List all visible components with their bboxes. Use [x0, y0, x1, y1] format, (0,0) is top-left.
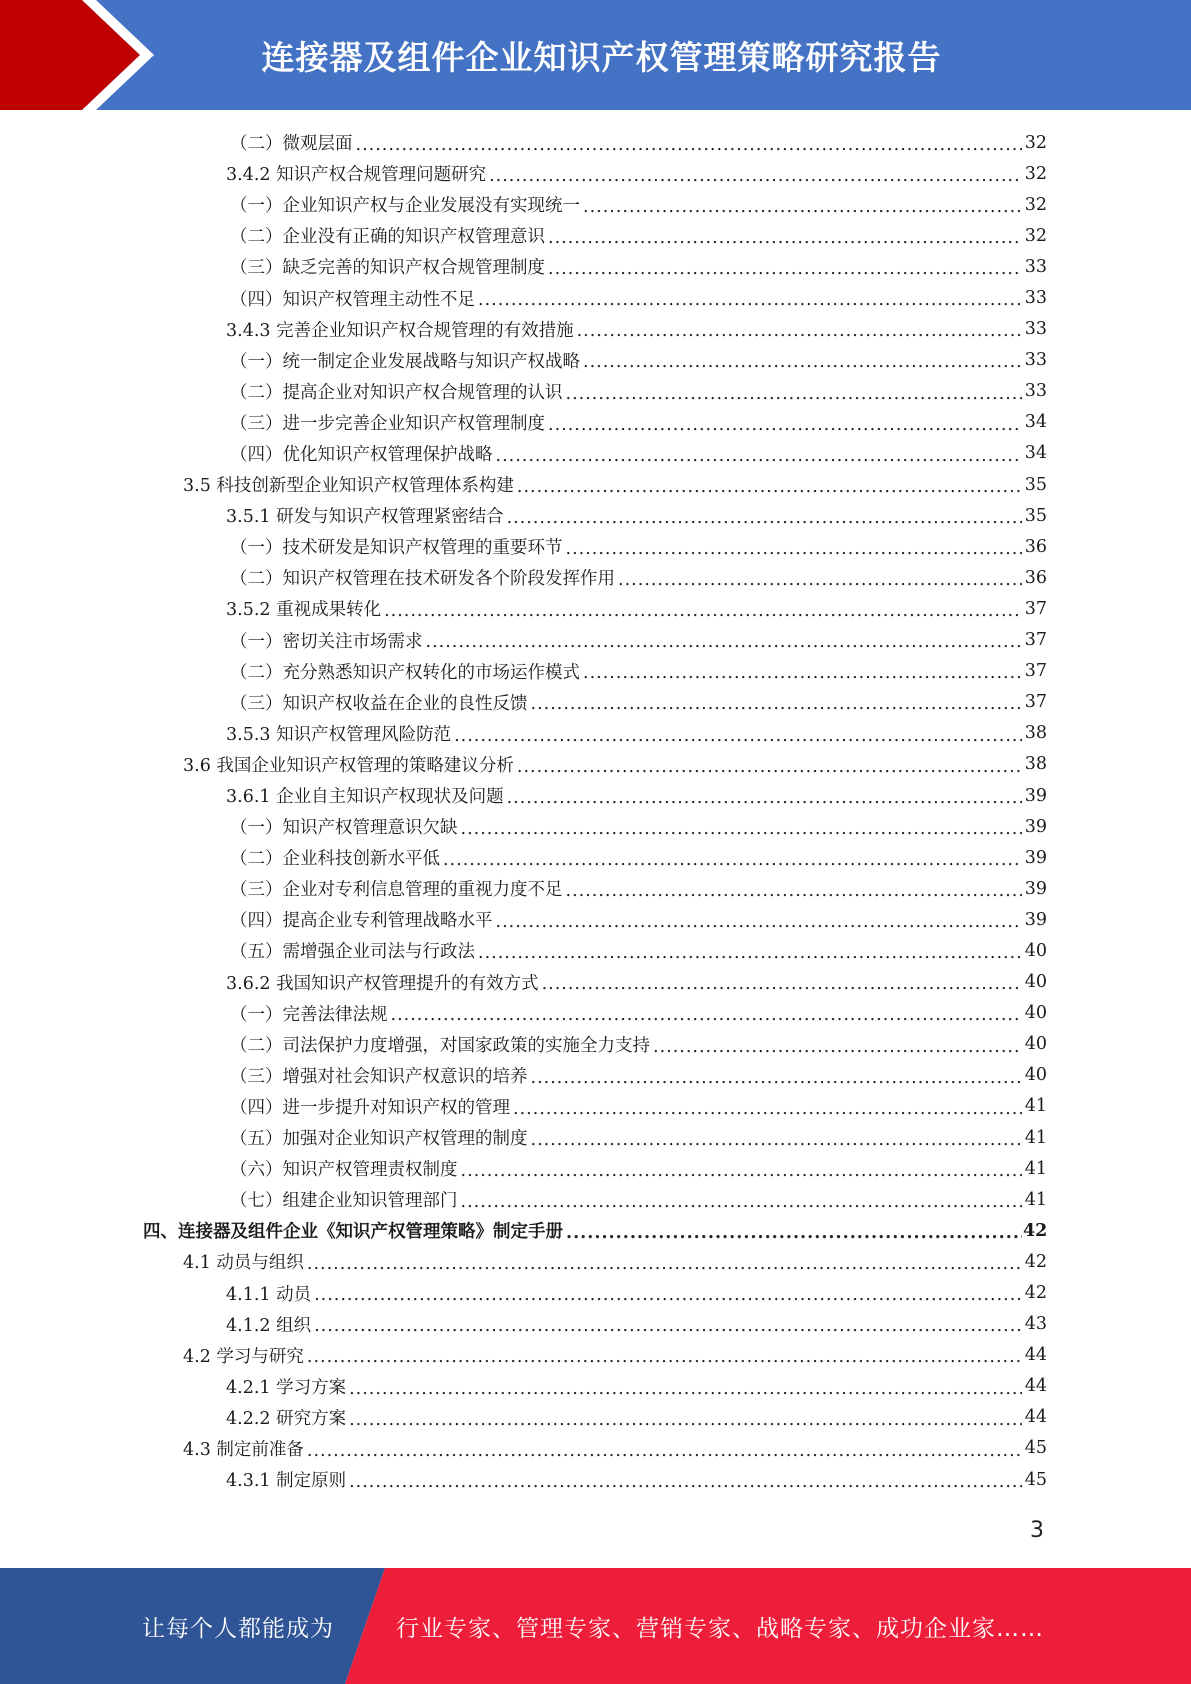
- toc-dot-leader: [566, 1225, 1022, 1243]
- toc-entry-label: （三）知识产权收益在企业的良性反馈: [230, 693, 528, 714]
- toc-entry-label: （二）知识产权管理在技术研发各个阶段发挥作用: [230, 569, 615, 590]
- toc-entry-label: （四）进一步提升对知识产权的管理: [230, 1097, 510, 1118]
- toc-entry[interactable]: [226, 500, 1047, 531]
- toc-entry-page: 40: [1024, 1003, 1047, 1024]
- toc-entry[interactable]: [230, 1091, 1047, 1122]
- toc-dot-leader: [443, 852, 1022, 870]
- toc-entry-label: 3.6 我国企业知识产权管理的策略建议分析: [183, 755, 514, 776]
- toc-entry[interactable]: [230, 282, 1047, 313]
- toc-entry-page: 37: [1024, 598, 1047, 619]
- toc-entry-page: 45: [1024, 1438, 1047, 1459]
- toc-dot-leader: [531, 1132, 1023, 1150]
- toc-dot-leader: [566, 541, 1023, 559]
- toc-entry-page: 34: [1024, 412, 1047, 433]
- toc-dot-leader: [507, 790, 1022, 808]
- toc-entry-label: 4.1.1 动员: [226, 1284, 312, 1305]
- toc-entry[interactable]: [230, 998, 1047, 1029]
- toc-entry-label: 4.1 动员与组织: [183, 1253, 304, 1274]
- toc-dot-leader: [548, 417, 1022, 435]
- toc-entry[interactable]: [230, 687, 1047, 718]
- toc-dot-leader: [349, 1474, 1022, 1492]
- toc-entry-label: 3.5 科技创新型企业知识产权管理体系构建: [183, 476, 514, 497]
- toc-entry-page: 39: [1024, 847, 1047, 868]
- toc-entry[interactable]: [230, 189, 1047, 220]
- toc-entry-page: 41: [1024, 1096, 1047, 1117]
- toc-entry[interactable]: [230, 345, 1047, 376]
- toc-entry[interactable]: [230, 811, 1047, 842]
- toc-dot-leader: [583, 199, 1022, 217]
- toc-dot-leader: [583, 665, 1022, 683]
- toc-entry-label: 3.5.2 重视成果转化: [226, 600, 382, 621]
- toc-entry[interactable]: [230, 1060, 1047, 1091]
- toc-entry-label: 3.6.2 我国知识产权管理提升的有效方式: [226, 973, 539, 994]
- toc-entry-label: （三）缺乏完善的知识产权合规管理制度: [230, 258, 545, 279]
- toc-entry-label: （二）企业没有正确的知识产权管理意识: [230, 227, 545, 248]
- toc-entry[interactable]: [230, 1122, 1047, 1153]
- toc-dot-leader: [583, 354, 1022, 372]
- toc-entry[interactable]: [226, 780, 1047, 811]
- toc-dot-leader: [478, 292, 1022, 310]
- toc-entry-label: 4.3 制定前准备: [183, 1439, 304, 1460]
- toc-entry-page: 41: [1024, 1158, 1047, 1179]
- toc-dot-leader: [461, 1163, 1023, 1181]
- toc-entry-label: 4.2.1 学习方案: [226, 1377, 347, 1398]
- toc-entry-label: （二）司法保护力度增强，对国家政策的实施全力支持: [230, 1035, 650, 1056]
- toc-entry-page: 43: [1024, 1314, 1047, 1335]
- toc-entry-label: （二）企业科技创新水平低: [230, 849, 440, 870]
- toc-dot-leader: [517, 479, 1022, 497]
- toc-entry[interactable]: [230, 531, 1047, 562]
- toc-entry[interactable]: [230, 935, 1047, 966]
- toc-entry-page: 39: [1024, 878, 1047, 899]
- toc-entry[interactable]: [230, 1029, 1047, 1060]
- toc-entry-label: （一）知识产权管理意识欠缺: [230, 818, 458, 839]
- toc-entry[interactable]: [230, 220, 1047, 251]
- toc-entry[interactable]: [226, 593, 1047, 624]
- toc-entry-page: 33: [1024, 256, 1047, 277]
- toc-entry-page: 35: [1024, 505, 1047, 526]
- toc-entry-page: 35: [1024, 474, 1047, 495]
- toc-entry-page: 44: [1024, 1407, 1047, 1428]
- toc-entry[interactable]: [230, 127, 1047, 158]
- toc-dot-leader: [426, 634, 1023, 652]
- toc-entry-page: 33: [1024, 381, 1047, 402]
- toc-entry-page: 33: [1024, 350, 1047, 371]
- toc-entry[interactable]: [226, 1402, 1047, 1433]
- toc-entry[interactable]: [226, 1309, 1047, 1340]
- toc-dot-leader: [517, 759, 1022, 777]
- toc-dot-leader: [349, 1381, 1022, 1399]
- toc-entry-label: 4.3.1 制定原则: [226, 1471, 347, 1492]
- toc-entry[interactable]: [183, 749, 1047, 780]
- toc-dot-leader: [653, 1039, 1022, 1057]
- footer-slogan-left: 让每个人都能成为: [142, 1615, 334, 1642]
- toc-dot-leader: [307, 1349, 1022, 1367]
- toc-entry-page: 38: [1024, 754, 1047, 775]
- toc-dot-leader: [307, 1256, 1022, 1274]
- toc-entry[interactable]: [230, 438, 1047, 469]
- toc-entry-page: 37: [1024, 630, 1047, 651]
- toc-entry-page: 37: [1024, 692, 1047, 713]
- toc-dot-leader: [548, 261, 1022, 279]
- toc-entry-label: 3.6.1 企业自主知识产权现状及问题: [226, 787, 504, 808]
- toc-entry[interactable]: [226, 718, 1047, 749]
- toc-entry-label: （四）优化知识产权管理保护战略: [230, 444, 493, 465]
- toc-entry-page: 32: [1024, 225, 1047, 246]
- toc-entry[interactable]: [183, 469, 1047, 500]
- toc-dot-leader: [496, 448, 1023, 466]
- toc-entry-label: （二）提高企业对知识产权合规管理的认识: [230, 382, 563, 403]
- toc-dot-leader: [618, 572, 1022, 590]
- toc-dot-leader: [531, 696, 1023, 714]
- toc-entry-page: 33: [1024, 319, 1047, 340]
- toc-entry-label: （五）需增强企业司法与行政法: [230, 942, 475, 963]
- toc-entry[interactable]: [143, 1215, 1047, 1246]
- toc-entry-page: 36: [1024, 567, 1047, 588]
- toc-dot-leader: [356, 137, 1023, 155]
- toc-entry[interactable]: [226, 967, 1047, 998]
- toc-dot-leader: [542, 976, 1022, 994]
- toc-entry-page: 36: [1024, 536, 1047, 557]
- toc-entry-label: 3.4.2 知识产权合规管理问题研究: [226, 165, 487, 186]
- toc-entry-page: 34: [1024, 443, 1047, 464]
- footer-slogan-right: 行业专家、管理专家、营销专家、战略专家、成功企业家……: [396, 1615, 1044, 1642]
- toc-entry[interactable]: [230, 842, 1047, 873]
- toc-entry-page: 40: [1024, 1065, 1047, 1086]
- page-footer: [0, 1568, 1191, 1684]
- toc-entry-page: 40: [1024, 940, 1047, 961]
- toc-entry-label: （四）提高企业专利管理战略水平: [230, 911, 493, 932]
- toc-entry[interactable]: [230, 407, 1047, 438]
- toc-entry-page: 44: [1024, 1376, 1047, 1397]
- toc-entry-page: 37: [1024, 661, 1047, 682]
- report-title: 连接器及组件企业知识产权管理策略研究报告: [261, 37, 942, 77]
- toc-entry-label: 4.1.2 组织: [226, 1315, 312, 1336]
- toc-entry-page: 32: [1024, 194, 1047, 215]
- toc-entry[interactable]: [226, 158, 1047, 189]
- toc-entry-label: （四）知识产权管理主动性不足: [230, 289, 475, 310]
- toc-entry[interactable]: [230, 376, 1047, 407]
- toc-entry-label: 四、连接器及组件企业《知识产权管理策略》制定手册: [143, 1222, 563, 1243]
- toc-entry-label: 3.5.3 知识产权管理风险防范: [226, 724, 452, 745]
- toc-entry-label: （三）企业对专利信息管理的重视力度不足: [230, 880, 563, 901]
- toc-entry-page: 45: [1024, 1469, 1047, 1490]
- toc-dot-leader: [566, 386, 1023, 404]
- toc-entry[interactable]: [230, 873, 1047, 904]
- toc-entry-page: 32: [1024, 132, 1047, 153]
- toc-dot-leader: [513, 1101, 1022, 1119]
- toc-entry[interactable]: [230, 1153, 1047, 1184]
- toc-entry-page: 38: [1024, 723, 1047, 744]
- toc-entry[interactable]: [183, 1246, 1047, 1277]
- toc-entry-label: （一）统一制定企业发展战略与知识产权战略: [230, 351, 580, 372]
- toc-entry-label: （一）完善法律法规: [230, 1004, 388, 1025]
- toc-dot-leader: [489, 168, 1022, 186]
- toc-entry-page: 33: [1024, 288, 1047, 309]
- toc-entry-page: 40: [1024, 1034, 1047, 1055]
- toc-entry-label: （二）微观层面: [230, 134, 353, 155]
- toc-dot-leader: [566, 883, 1023, 901]
- toc-dot-leader: [531, 1070, 1023, 1088]
- table-of-contents: [0, 127, 1191, 1495]
- toc-entry-label: （一）技术研发是知识产权管理的重要环节: [230, 538, 563, 559]
- toc-dot-leader: [384, 603, 1022, 621]
- toc-entry-label: （三）进一步完善企业知识产权管理制度: [230, 413, 545, 434]
- toc-dot-leader: [349, 1412, 1022, 1430]
- toc-entry[interactable]: [230, 904, 1047, 935]
- toc-dot-leader: [496, 914, 1023, 932]
- toc-dot-leader: [314, 1318, 1022, 1336]
- toc-entry-label: （二）充分熟悉知识产权转化的市场运作模式: [230, 662, 580, 683]
- toc-entry-page: 42: [1024, 1251, 1047, 1272]
- toc-entry-page: 39: [1024, 785, 1047, 806]
- toc-entry-page: 44: [1024, 1345, 1047, 1366]
- toc-entry-page: 42: [1023, 1220, 1048, 1241]
- toc-dot-leader: [314, 1287, 1022, 1305]
- toc-entry-label: 4.2 学习与研究: [183, 1346, 304, 1367]
- toc-entry-label: （三）增强对社会知识产权意识的培养: [230, 1066, 528, 1087]
- toc-dot-leader: [577, 323, 1022, 341]
- toc-entry-label: （六）知识产权管理责权制度: [230, 1160, 458, 1181]
- toc-entry[interactable]: [230, 1184, 1047, 1215]
- toc-entry-page: 32: [1024, 163, 1047, 184]
- toc-dot-leader: [507, 510, 1022, 528]
- toc-entry-label: （一）企业知识产权与企业发展没有实现统一: [230, 196, 580, 217]
- toc-entry[interactable]: [183, 1340, 1047, 1371]
- toc-dot-leader: [461, 1194, 1023, 1212]
- page-header: [0, 0, 1191, 110]
- toc-entry-page: 39: [1024, 909, 1047, 930]
- toc-dot-leader: [391, 1007, 1023, 1025]
- toc-entry-label: 3.4.3 完善企业知识产权合规管理的有效措施: [226, 320, 574, 341]
- toc-entry[interactable]: [230, 656, 1047, 687]
- toc-entry-label: （一）密切关注市场需求: [230, 631, 423, 652]
- toc-entry[interactable]: [230, 625, 1047, 656]
- toc-entry-label: 3.5.1 研发与知识产权管理紧密结合: [226, 507, 504, 528]
- toc-entry-page: 41: [1024, 1189, 1047, 1210]
- toc-entry[interactable]: [226, 1464, 1047, 1495]
- toc-entry[interactable]: [226, 1277, 1047, 1308]
- toc-entry[interactable]: [226, 1371, 1047, 1402]
- toc-entry-page: 42: [1024, 1283, 1047, 1304]
- toc-dot-leader: [307, 1443, 1022, 1461]
- toc-entry-label: （七）组建企业知识管理部门: [230, 1191, 458, 1212]
- toc-entry[interactable]: [183, 1433, 1047, 1464]
- toc-dot-leader: [454, 728, 1022, 746]
- toc-entry[interactable]: [230, 562, 1047, 593]
- toc-dot-leader: [478, 945, 1022, 963]
- toc-entry[interactable]: [226, 314, 1047, 345]
- toc-dot-leader: [548, 230, 1022, 248]
- page-number: 3: [1030, 1518, 1044, 1543]
- toc-entry-label: （五）加强对企业知识产权管理的制度: [230, 1129, 528, 1150]
- toc-entry-page: 40: [1024, 972, 1047, 993]
- toc-entry-label: 4.2.2 研究方案: [226, 1408, 347, 1429]
- toc-entry[interactable]: [230, 251, 1047, 282]
- toc-dot-leader: [461, 821, 1023, 839]
- toc-entry-page: 39: [1024, 816, 1047, 837]
- toc-entry-page: 41: [1024, 1127, 1047, 1148]
